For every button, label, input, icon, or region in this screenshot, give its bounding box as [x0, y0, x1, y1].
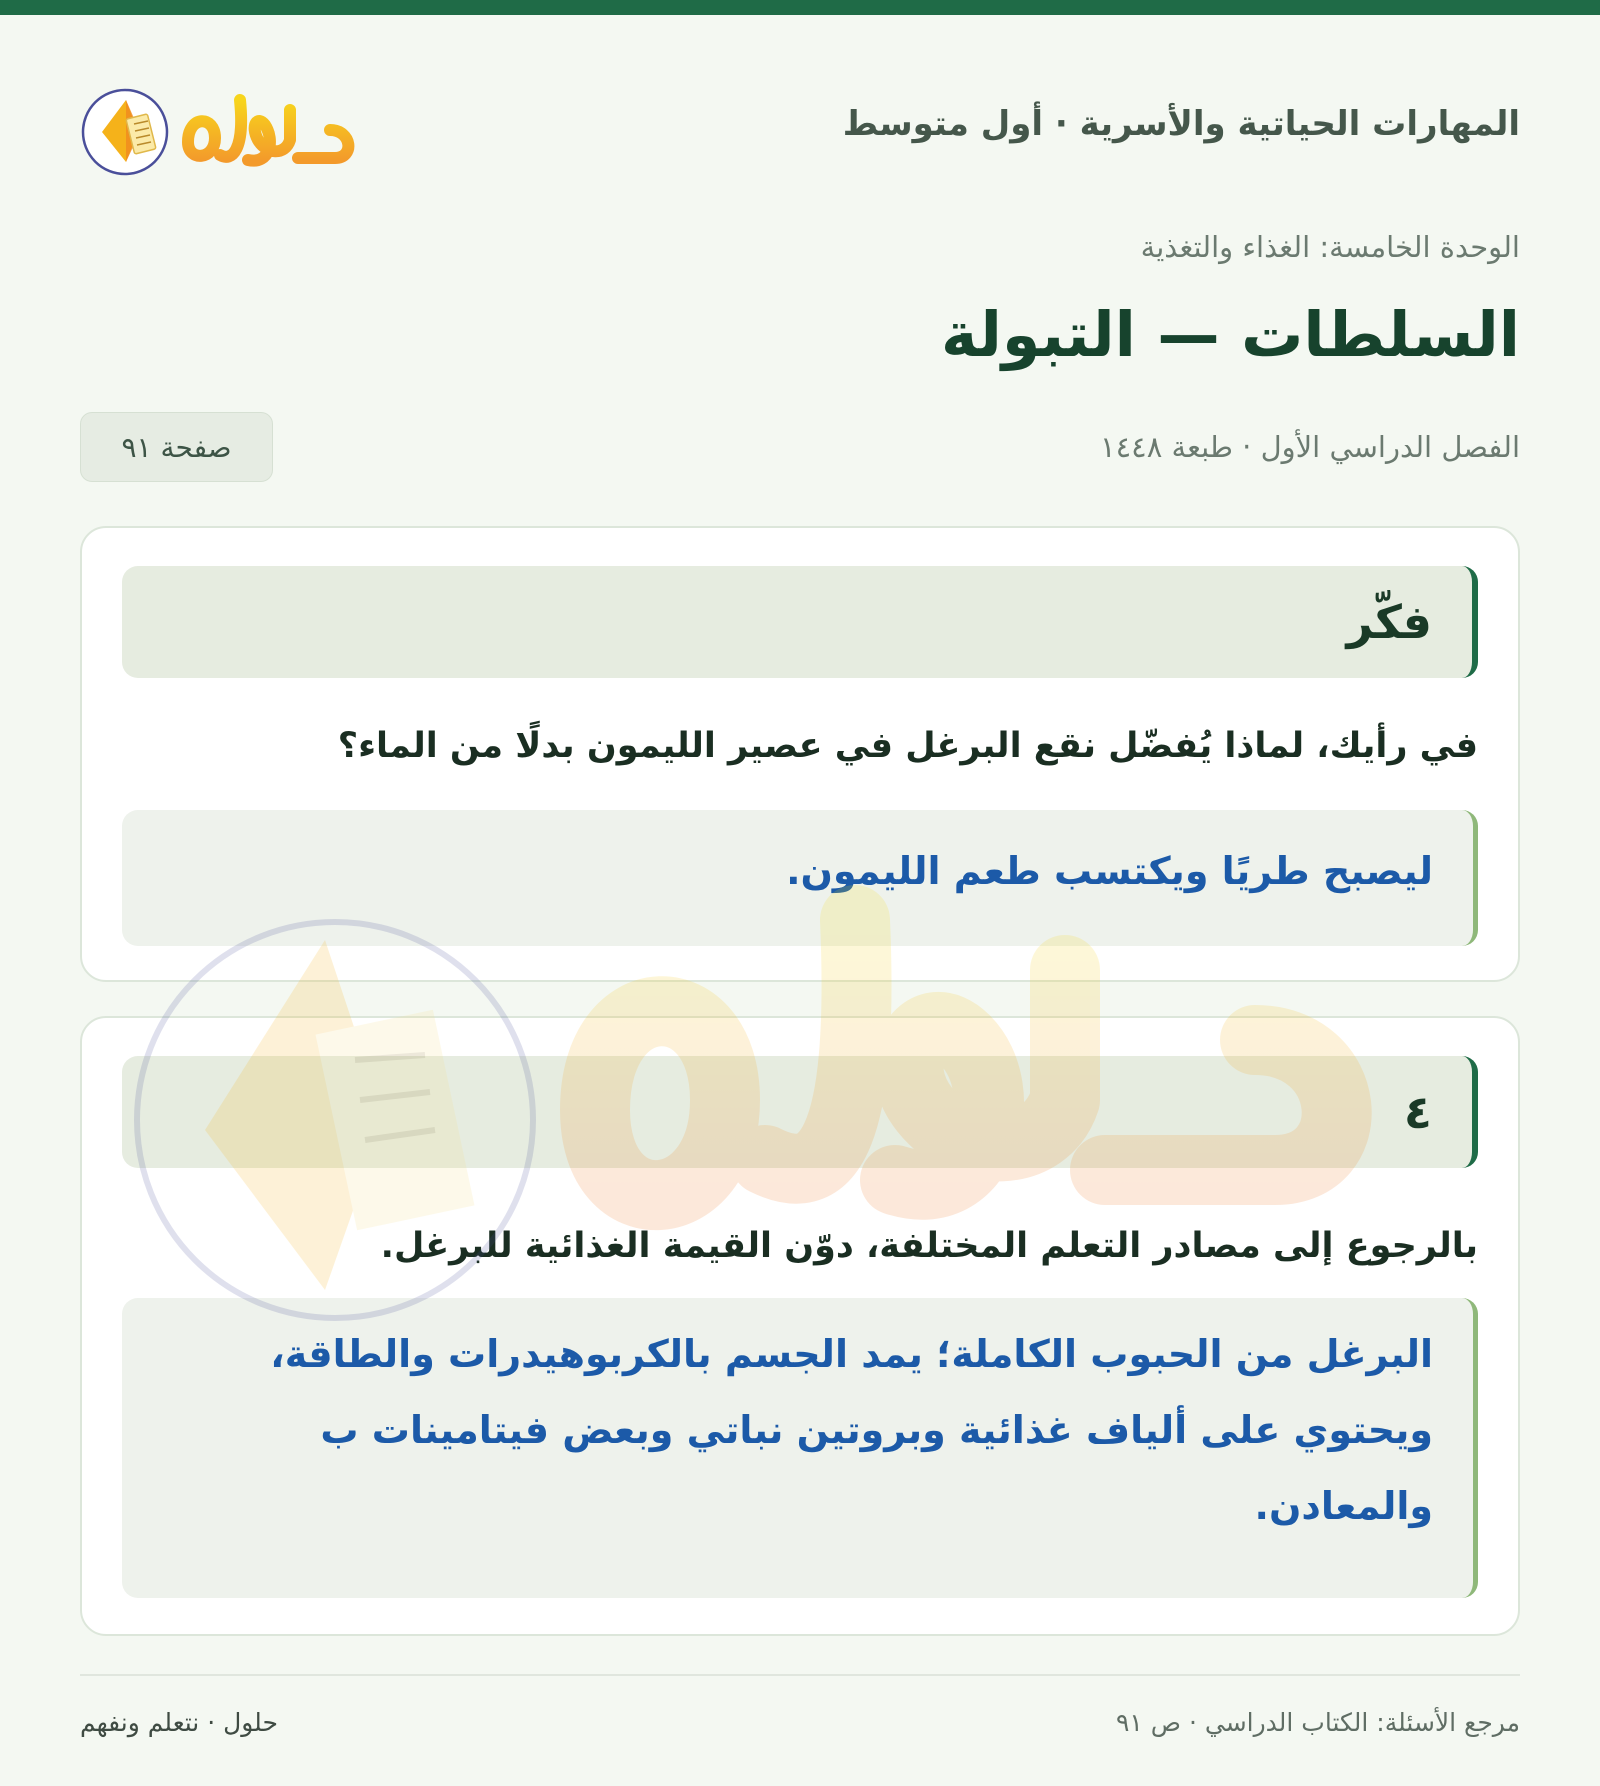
lesson-title: السلطات — التبولة: [941, 298, 1520, 371]
answer-text: ليصبح طريًا ويكتسب طعم الليمون.: [786, 849, 1433, 893]
card-header: [122, 1056, 1478, 1168]
footer-divider: [80, 1674, 1520, 1676]
question-text: في رأيك، لماذا يُفضّل نقع البرغل في عصير الليمون بدلًا من الماء؟: [337, 726, 1478, 766]
card-heading: ٤: [1403, 1085, 1432, 1139]
unit-label: الوحدة الخامسة: الغذاء والتغذية: [1140, 230, 1520, 264]
term-edition: الفصل الدراسي الأول · طبعة ١٤٤٨: [1100, 430, 1520, 464]
card-heading: فكّر: [1346, 595, 1432, 649]
top-accent-bar: [0, 0, 1600, 15]
question-card-think: [80, 526, 1520, 982]
card-header: [122, 566, 1478, 678]
page-number-badge: [80, 412, 273, 482]
logo-text: حلول: [80, 70, 83, 71]
logo-icon: [80, 70, 370, 180]
page-number-label: صفحة ٩١: [121, 430, 232, 464]
footer-reference: مرجع الأسئلة: الكتاب الدراسي · ص ٩١: [1115, 1708, 1520, 1737]
answer-box: [122, 1298, 1478, 1598]
answer-box: [122, 810, 1478, 946]
question-text: بالرجوع إلى مصادر التعلم المختلفة، دوّن القيمة الغذائية للبرغل.: [380, 1226, 1478, 1266]
footer-brand[interactable]: حلول · نتعلم ونفهم: [80, 1708, 278, 1737]
question-card-4: [80, 1016, 1520, 1636]
page-header: [80, 70, 1520, 180]
hulul-logo[interactable]: [80, 70, 370, 180]
answer-text: البرغل من الحبوب الكاملة؛ يمد الجسم بالكربوهيدرات والطاقة، ويحتوي على ألياف غذائية وبروتين نباتي وبعض فيتامينات ب والمعادن.: [270, 1332, 1433, 1528]
subject-title: المهارات الحياتية والأسرية · أول متوسط: [842, 104, 1520, 144]
